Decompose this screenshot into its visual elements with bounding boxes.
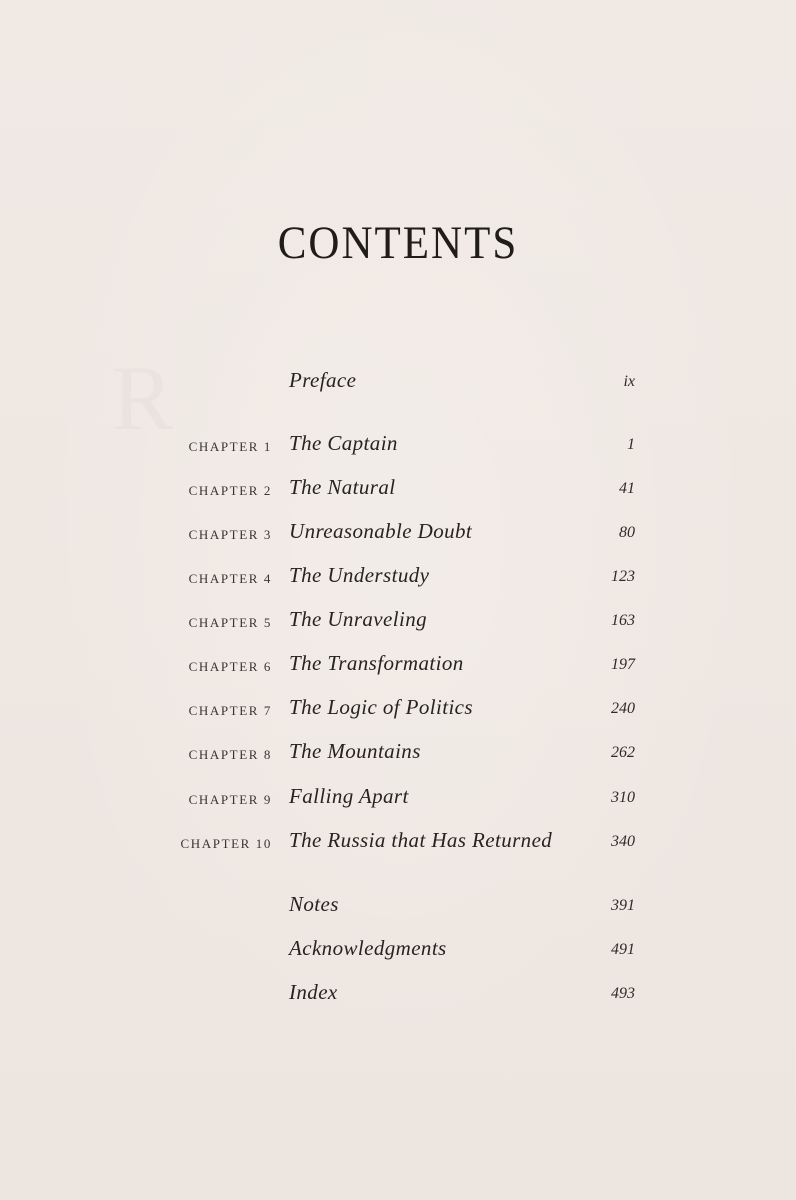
chapter-label: CHAPTER 3 bbox=[188, 527, 272, 542]
entry-page-number: 340 bbox=[611, 833, 635, 850]
show-through-letter: R bbox=[112, 347, 174, 449]
toc-entry-notes bbox=[0, 892, 796, 922]
entry-title: Preface bbox=[289, 368, 357, 392]
chapter-label: CHAPTER 8 bbox=[188, 747, 272, 762]
entry-page-number: ix bbox=[623, 373, 635, 390]
entry-page-number: 491 bbox=[611, 941, 635, 958]
chapter-label: CHAPTER 6 bbox=[188, 659, 272, 674]
chapter-label: CHAPTER 10 bbox=[180, 836, 272, 851]
entry-page-number: 123 bbox=[611, 568, 635, 585]
toc-entry-chapter-8 bbox=[0, 739, 796, 769]
entry-title: The Russia that Has Returned bbox=[289, 828, 553, 852]
entry-page-number: 493 bbox=[611, 985, 635, 1002]
entry-title: The Mountains bbox=[289, 739, 421, 763]
entry-page-number: 391 bbox=[611, 897, 635, 914]
chapter-label: CHAPTER 7 bbox=[188, 703, 272, 718]
entry-title: Falling Apart bbox=[289, 784, 409, 808]
chapter-label: CHAPTER 1 bbox=[188, 439, 272, 454]
entry-page-number: 163 bbox=[611, 612, 635, 629]
entry-title: The Understudy bbox=[289, 563, 430, 587]
entry-page-number: 240 bbox=[611, 700, 635, 717]
entry-page-number: 41 bbox=[619, 480, 635, 497]
toc-entry-acknowledgments bbox=[0, 936, 796, 966]
toc-entry-chapter-4 bbox=[0, 563, 796, 593]
entry-title: Index bbox=[289, 980, 338, 1004]
toc-entry-chapter-7 bbox=[0, 695, 796, 725]
entry-title: The Natural bbox=[289, 475, 396, 499]
entry-title: Unreasonable Doubt bbox=[289, 519, 473, 543]
toc-entry-chapter-9 bbox=[0, 784, 796, 814]
entry-page-number: 1 bbox=[627, 436, 635, 453]
chapter-label: CHAPTER 5 bbox=[188, 615, 272, 630]
toc-entry-chapter-1 bbox=[0, 431, 796, 461]
entry-page-number: 262 bbox=[611, 744, 635, 761]
toc-entry-chapter-6 bbox=[0, 651, 796, 681]
entry-title: Notes bbox=[289, 892, 339, 916]
chapter-label: CHAPTER 4 bbox=[188, 571, 272, 586]
entry-page-number: 80 bbox=[619, 524, 635, 541]
toc-entry-chapter-5 bbox=[0, 607, 796, 637]
toc-entry-chapter-2 bbox=[0, 475, 796, 505]
entry-title: Acknowledgments bbox=[289, 936, 447, 960]
entry-title: The Unraveling bbox=[289, 607, 427, 631]
toc-entry-index bbox=[0, 980, 796, 1010]
entry-title: The Transformation bbox=[289, 651, 464, 675]
toc-entry-preface bbox=[0, 368, 796, 398]
chapter-label: CHAPTER 9 bbox=[188, 792, 272, 807]
entry-title: The Captain bbox=[289, 431, 398, 455]
page-title: CONTENTS bbox=[277, 217, 519, 269]
entry-page-number: 310 bbox=[611, 789, 635, 806]
toc-entry-chapter-3 bbox=[0, 519, 796, 549]
toc-entry-chapter-10 bbox=[0, 828, 796, 858]
entry-title: The Logic of Politics bbox=[289, 695, 473, 719]
chapter-label: CHAPTER 2 bbox=[188, 483, 272, 498]
entry-page-number: 197 bbox=[611, 656, 635, 673]
